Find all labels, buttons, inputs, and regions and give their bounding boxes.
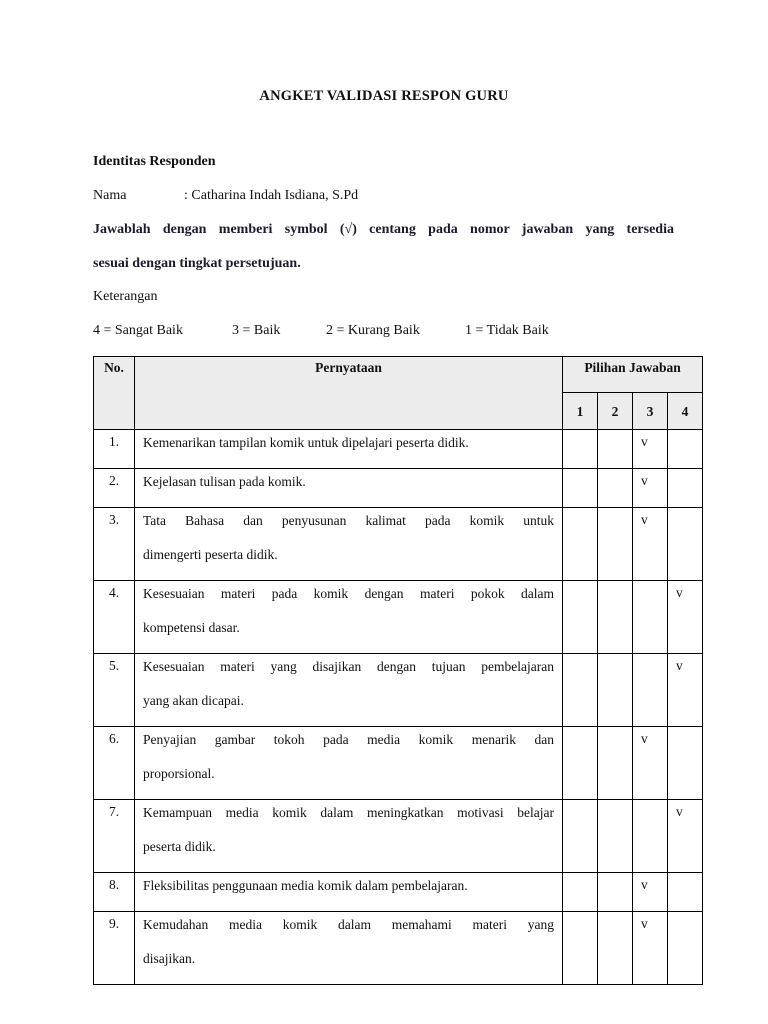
answer-cell-2[interactable] bbox=[598, 508, 633, 581]
answer-cell-2[interactable] bbox=[598, 581, 633, 654]
table-row bbox=[94, 727, 703, 800]
answer-cell-4[interactable] bbox=[668, 912, 703, 985]
statement-text: Kesesuaian materi yang disajikan dengan tujuan pembelajaran bbox=[143, 659, 554, 674]
statement-cell bbox=[135, 430, 563, 469]
answer-cell-2[interactable] bbox=[598, 800, 633, 873]
answer-cell-3[interactable] bbox=[633, 581, 668, 654]
statement-text: Fleksibilitas penggunaan media komik dalam pembelajaran. bbox=[143, 878, 468, 893]
statement-cell bbox=[135, 873, 563, 912]
row-number: 5. bbox=[94, 654, 135, 727]
name-row bbox=[93, 188, 359, 204]
answer-cell-1[interactable] bbox=[563, 727, 598, 800]
legend-item: 1 = Tidak Baik bbox=[465, 323, 549, 338]
row-number: 8. bbox=[94, 873, 135, 912]
answer-cell-4[interactable] bbox=[668, 873, 703, 912]
answer-cell-2[interactable] bbox=[598, 727, 633, 800]
statement-text: Kejelasan tulisan pada komik. bbox=[143, 474, 306, 489]
answer-cell-3[interactable]: v bbox=[633, 430, 668, 469]
statement-cell bbox=[135, 581, 563, 654]
statement-text: Kemudahan media komik dalam memahami materi yang bbox=[143, 917, 554, 932]
questionnaire-table bbox=[93, 356, 703, 985]
answer-cell-3[interactable] bbox=[633, 800, 668, 873]
answer-cell-1[interactable] bbox=[563, 430, 598, 469]
answer-cell-1[interactable] bbox=[563, 873, 598, 912]
answer-cell-4[interactable] bbox=[668, 727, 703, 800]
answer-cell-1[interactable] bbox=[563, 508, 598, 581]
row-number: 6. bbox=[94, 727, 135, 800]
answer-cell-3[interactable]: v bbox=[633, 727, 668, 800]
statement-cell bbox=[135, 912, 563, 985]
row-number: 2. bbox=[94, 469, 135, 508]
table-row bbox=[94, 508, 703, 581]
answer-cell-1[interactable] bbox=[563, 800, 598, 873]
table-row bbox=[94, 800, 703, 873]
legend-item: 2 = Kurang Baik bbox=[326, 323, 420, 338]
statement-cell bbox=[135, 727, 563, 800]
answer-cell-2[interactable] bbox=[598, 654, 633, 727]
table-row bbox=[94, 469, 703, 508]
answer-cell-1[interactable] bbox=[563, 654, 598, 727]
statement-text: Kesesuaian materi pada komik dengan materi pokok dalam bbox=[143, 586, 554, 601]
instruction-line-1: Jawablah dengan memberi symbol (√) centang pada nomor jawaban yang tersedia bbox=[93, 222, 674, 237]
answer-cell-3[interactable]: v bbox=[633, 469, 668, 508]
answer-cell-2[interactable] bbox=[598, 469, 633, 508]
header-score-4: 4 bbox=[668, 393, 703, 430]
statement-cell bbox=[135, 654, 563, 727]
row-number: 1. bbox=[94, 430, 135, 469]
table-row bbox=[94, 873, 703, 912]
row-number: 7. bbox=[94, 800, 135, 873]
answer-cell-4[interactable] bbox=[668, 508, 703, 581]
statement-text: Kemampuan media komik dalam meningkatkan motivasi belajar bbox=[143, 805, 554, 820]
name-label: Nama bbox=[93, 188, 127, 203]
answer-cell-3[interactable]: v bbox=[633, 873, 668, 912]
row-number: 9. bbox=[94, 912, 135, 985]
table-row bbox=[94, 912, 703, 985]
statement-text-continued: dimengerti peserta didik. bbox=[143, 547, 278, 562]
statement-text-continued: disajikan. bbox=[143, 951, 196, 966]
answer-cell-4[interactable] bbox=[668, 430, 703, 469]
header-score-3: 3 bbox=[633, 393, 668, 430]
table-row bbox=[94, 654, 703, 727]
statement-cell bbox=[135, 469, 563, 508]
statement-text-continued: proporsional. bbox=[143, 766, 215, 781]
answer-cell-1[interactable] bbox=[563, 581, 598, 654]
statement-text-continued: peserta didik. bbox=[143, 839, 216, 854]
statement-text-continued: yang akan dicapai. bbox=[143, 693, 244, 708]
row-number: 4. bbox=[94, 581, 135, 654]
answer-cell-2[interactable] bbox=[598, 430, 633, 469]
table-row bbox=[94, 581, 703, 654]
statement-text: Penyajian gambar tokoh pada media komik menarik dan bbox=[143, 732, 554, 747]
answer-cell-4[interactable]: v bbox=[668, 800, 703, 873]
answer-cell-3[interactable]: v bbox=[633, 508, 668, 581]
legend-item: 3 = Baik bbox=[232, 323, 281, 338]
header-pilihan-jawaban: Pilihan Jawaban bbox=[563, 357, 703, 393]
statement-text: Kemenarikan tampilan komik untuk dipelajari peserta didik. bbox=[143, 435, 469, 450]
name-value: : Catharina Indah Isdiana, S.Pd bbox=[184, 188, 359, 203]
instruction-line-2: sesuai dengan tingkat persetujuan. bbox=[93, 256, 301, 271]
header-pernyataan: Pernyataan bbox=[135, 357, 563, 430]
questionnaire-body bbox=[94, 430, 703, 985]
answer-cell-3[interactable]: v bbox=[633, 912, 668, 985]
statement-cell bbox=[135, 800, 563, 873]
header-no: No. bbox=[94, 357, 135, 430]
answer-cell-4[interactable]: v bbox=[668, 581, 703, 654]
statement-cell bbox=[135, 508, 563, 581]
answer-cell-1[interactable] bbox=[563, 469, 598, 508]
answer-cell-2[interactable] bbox=[598, 912, 633, 985]
statement-text-continued: kompetensi dasar. bbox=[143, 620, 240, 635]
table-row bbox=[94, 430, 703, 469]
answer-cell-3[interactable] bbox=[633, 654, 668, 727]
answer-cell-1[interactable] bbox=[563, 912, 598, 985]
answer-cell-4[interactable]: v bbox=[668, 654, 703, 727]
header-score-1: 1 bbox=[563, 393, 598, 430]
keterangan-label: Keterangan bbox=[93, 289, 158, 304]
row-number: 3. bbox=[94, 508, 135, 581]
header-score-2: 2 bbox=[598, 393, 633, 430]
document-title: ANGKET VALIDASI RESPON GURU bbox=[259, 88, 509, 104]
legend-item: 4 = Sangat Baik bbox=[93, 323, 183, 338]
section-heading: Identitas Responden bbox=[93, 154, 216, 169]
answer-cell-2[interactable] bbox=[598, 873, 633, 912]
statement-text: Tata Bahasa dan penyusunan kalimat pada komik untuk bbox=[143, 513, 554, 528]
answer-cell-4[interactable] bbox=[668, 469, 703, 508]
